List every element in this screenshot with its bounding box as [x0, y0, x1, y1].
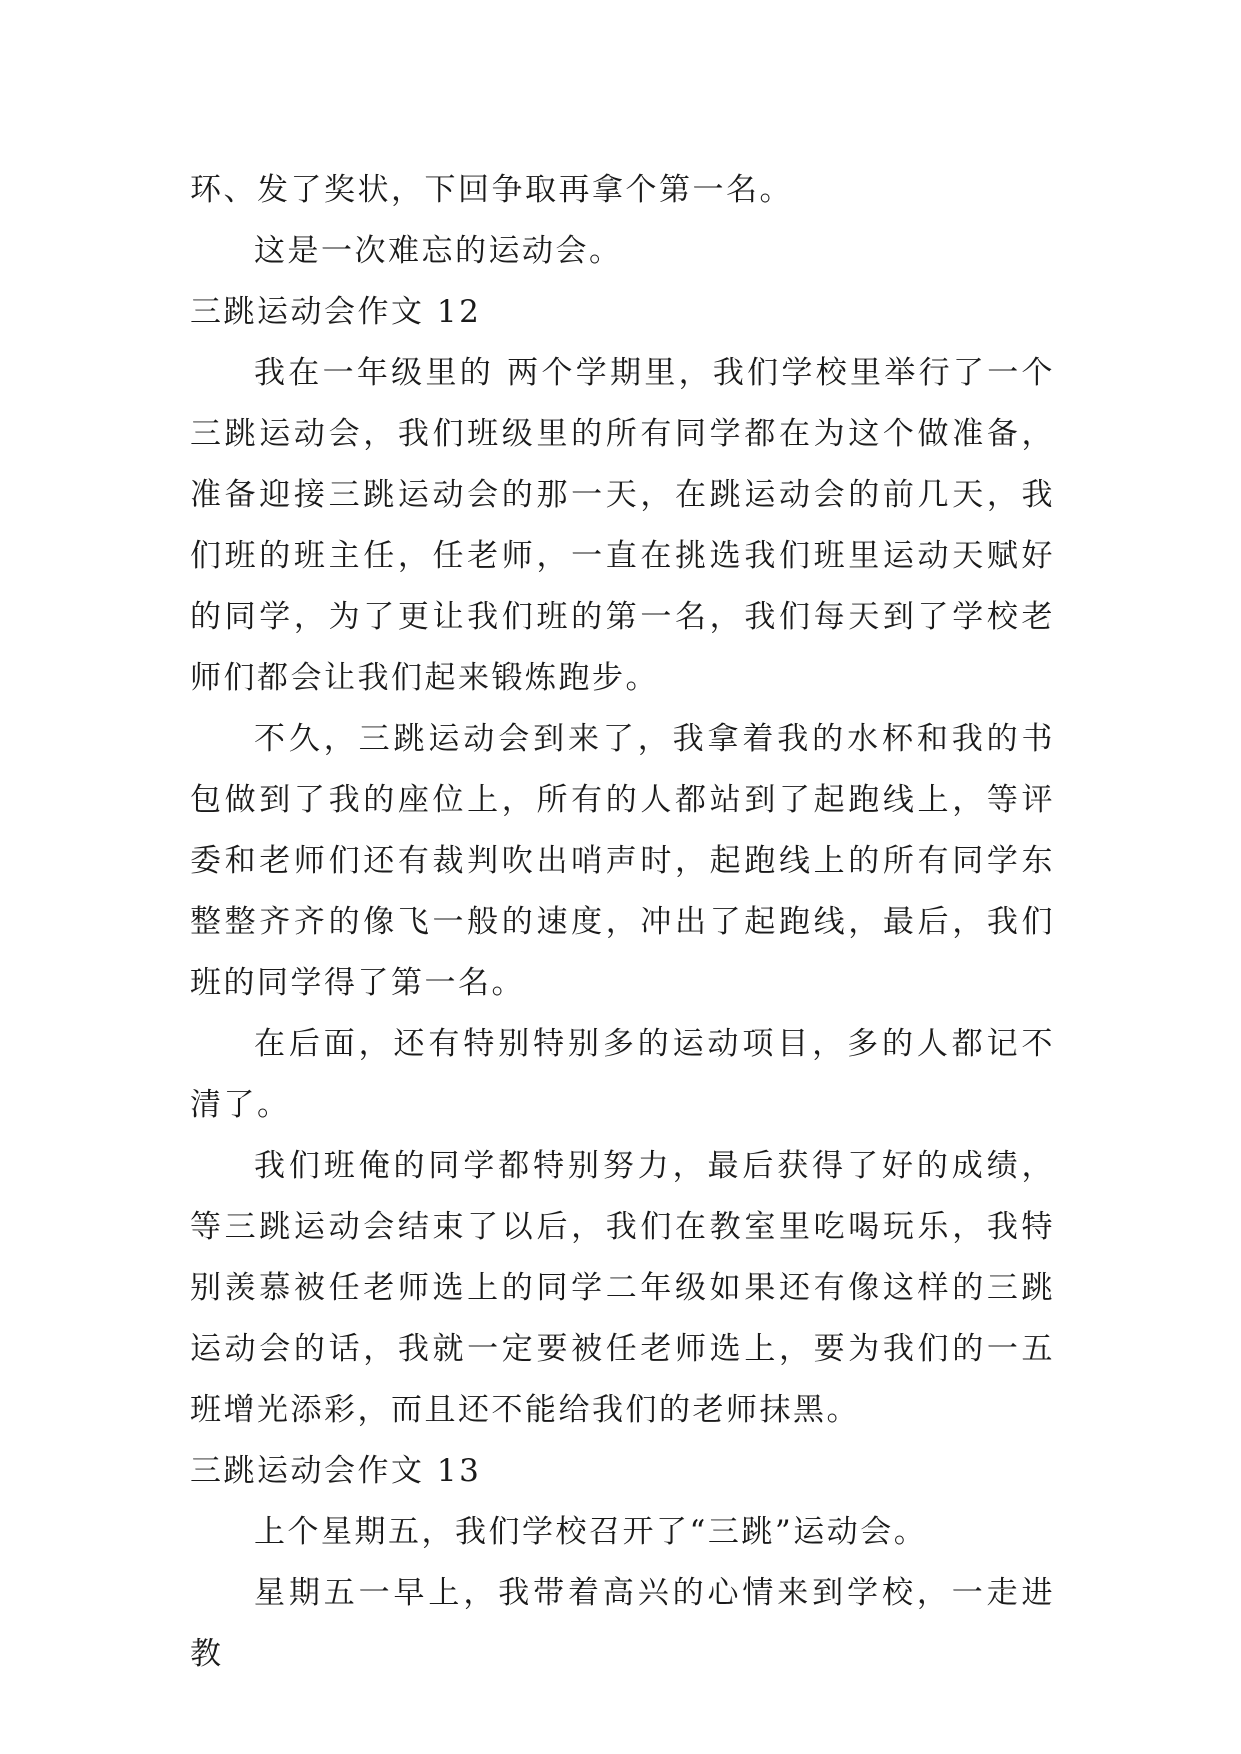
document-body	[190, 160, 1055, 1685]
paragraph: 在后面，还有特别特别多的运动项目，多的人都记不清了。	[190, 1026, 1055, 1123]
paragraph: 我在一年级里的 两个学期里，我们学校里举行了一个三跳运动会，我们班级里的所有同学都在为这个做准备，准备迎接三跳运动会的那一天，在跳运动会的前几天，我们班的班主任，任老师，一直在挑选我们班里运动天赋好的同学，为了更让我们班的第一名，我们每天到了学校老师们都会让我们起来锻炼跑步。	[190, 355, 1055, 696]
section-heading: 三跳运动会作文 12	[190, 294, 482, 330]
paragraph: 环、发了奖状，下回争取再拿个第一名。	[190, 172, 793, 208]
paragraph: 上个星期五，我们学校召开了“三跳”运动会。	[254, 1514, 928, 1550]
paragraph: 星期五一早上，我带着高兴的心情来到学校，一走进教	[190, 1575, 1055, 1672]
paragraph: 这是一次难忘的运动会。	[254, 233, 623, 269]
paragraph: 我们班俺的同学都特别努力，最后获得了好的成绩，等三跳运动会结束了以后，我们在教室里吃喝玩乐，我特别羡慕被任老师选上的同学二年级如果还有像这样的三跳运动会的话，我就一定要被任老师选上，要为我们的一五班增光添彩，而且还不能给我们的老师抹黑。	[190, 1148, 1055, 1428]
section-heading: 三跳运动会作文 13	[190, 1453, 482, 1489]
paragraph: 不久，三跳运动会到来了，我拿着我的水杯和我的书包做到了我的座位上，所有的人都站到了起跑线上，等评委和老师们还有裁判吹出哨声时，起跑线上的所有同学东整整齐齐的像飞一般的速度，冲出了起跑线，最后，我们班的同学得了第一名。	[190, 721, 1055, 1001]
